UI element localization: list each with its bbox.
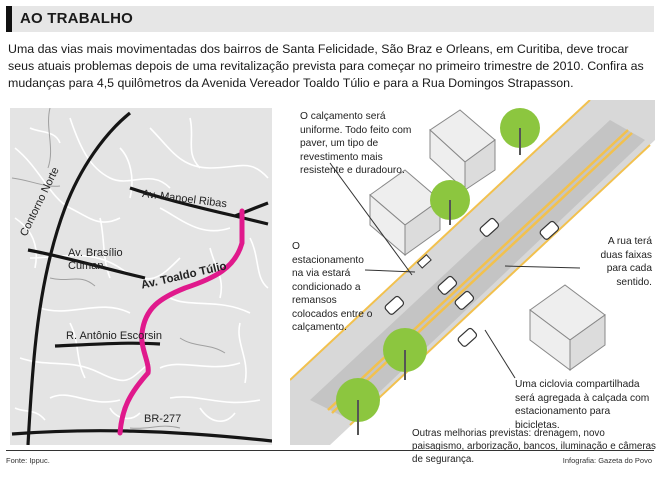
footer-source: Fonte: Ippuc.: [6, 456, 50, 465]
note-calcamento: O calçamento será uniforme. Todo feito com paver, um tipo de revestimento mais resistente e duradouro.: [300, 111, 412, 176]
label-antonio-escorsin: R. Antônio Escorsin: [66, 330, 162, 342]
label-cuman: Cuman: [68, 260, 104, 272]
label-contorno-norte: Contorno Norte: [18, 165, 62, 239]
label-manoel-ribas: Av. Manoel Ribas: [141, 188, 228, 211]
section-header: [6, 6, 654, 32]
note-ciclovia: Uma ciclovia compartilhada será agregada à calçada com estacionamento para bicicletas.: [515, 379, 650, 431]
map-graphic: [10, 108, 272, 445]
label-toaldo-tulio: Av. Toaldo Túlio: [140, 260, 228, 292]
footer-rule: [6, 450, 654, 451]
section-title: AO TRABALHO: [20, 10, 134, 27]
toaldo-tulio-route: [120, 211, 242, 433]
header-accent-bar: [6, 6, 12, 32]
intro-text: Uma das vias mais movimentadas dos bairros de Santa Felicidade, São Braz e Orleans, em Curitiba, deve trocar seus atuais problemas depois de uma revitalização prevista para começar no primeiro trimestre de 2010. Confira as mudanças para 4,5 quilômetros da Avenida Vereador Toaldo Túlio e para a Rua Domingos Strapasson.: [8, 42, 644, 90]
street-map: [10, 108, 272, 445]
note-estacionamento: O estacionamento na via estará condicionado a remansos colocados entre o calçamento.: [292, 241, 373, 333]
label-br277: BR-277: [144, 413, 182, 425]
footer-credit: Infografia: Gazeta do Povo: [562, 456, 652, 465]
label-brasilio-cuman: Av. Brasílio: [68, 247, 123, 259]
note-melhorias: Outras melhorias previstas: drenagem, novo paisagismo, arborização, bancos, iluminação e câmeras de segurança.: [412, 428, 656, 465]
minor-streets: [15, 118, 268, 421]
note-faixas: A rua terá duas faixas para cada sentido.: [600, 236, 652, 288]
